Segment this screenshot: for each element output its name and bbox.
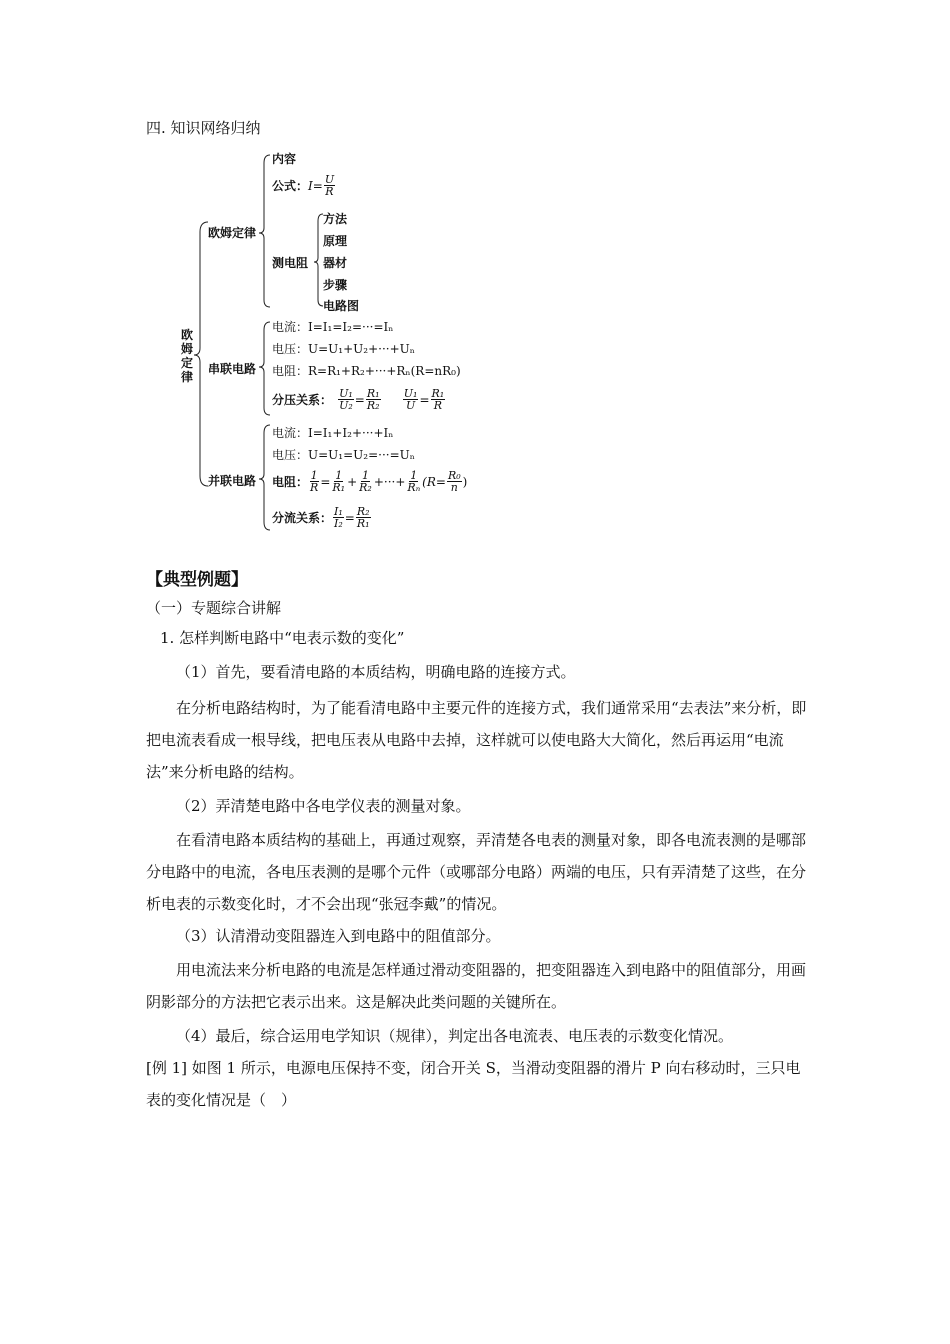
fraction	[431, 388, 446, 411]
fraction-numerator: R₁	[431, 387, 445, 400]
ohm-formula	[272, 174, 336, 197]
fraction-numerator: 1	[310, 469, 318, 482]
fraction-denominator: I₂	[334, 517, 343, 530]
series-divider	[272, 388, 446, 411]
fraction-denominator: R₁	[356, 517, 370, 530]
fraction	[358, 470, 373, 493]
ohm-branch-label: 欧姆定律	[208, 226, 257, 240]
series-voltage: 电压：U=U₁+U₂+···+Uₙ	[272, 342, 415, 356]
example-paragraph: [例 1] 如图 1 所示，电源电压保持不变，闭合开关 S，当滑动变阻器的滑片 P 向右移动时，三只电表的变化情况是（ ）	[146, 1059, 801, 1109]
ohm-formula-fraction	[324, 174, 335, 197]
section-title: 四. 知识网络归纳	[146, 119, 261, 137]
step-paragraph: （3）认清滑动变阻器连入到电路中的阻值部分。	[176, 927, 501, 945]
body-paragraph: 用电流法来分析电路的电流是怎样通过滑动变阻器的，把变阻器连入到电路中的阻值部分，用画阴影部分的方法把它表示出来。这是解决此类问题的关键所在。	[146, 961, 807, 1011]
measure-item: 电路图	[323, 299, 360, 313]
subsection-title: （一）专题综合讲解	[146, 599, 282, 617]
fraction-denominator: n	[450, 481, 458, 494]
series-branch-label: 串联电路	[208, 362, 257, 376]
parallel-shunt-label: 分流关系：	[272, 511, 333, 525]
body-paragraph: 在看清电路本质结构的基础上，再通过观察，弄清楚各电表的测量对象，即各电流表测的是哪部分电路中的电流，各电压表测的是哪个元件（或哪部分电路）两端的电压，只有弄清楚了这些，在分析电表的示数变化时，才不会出现“张冠李戴”的情况。	[146, 831, 807, 913]
series-resistance: 电阻：R=R₁+R₂+···+Rₙ(R=nR₀)	[272, 364, 461, 378]
ohm-formula-label: 公式：	[272, 179, 309, 193]
fraction	[366, 388, 381, 411]
plus-sign: +	[347, 475, 358, 489]
fraction	[406, 470, 421, 493]
parallel-branch-label: 并联电路	[208, 474, 257, 488]
step-paragraph: （1）首先，要看清电路的本质结构，明确电路的连接方式。	[176, 663, 576, 681]
parallel-resistance-label: 电阻：	[272, 475, 309, 489]
fraction	[338, 388, 354, 411]
paren-close: )	[462, 475, 468, 489]
series-divider-label: 分压关系：	[272, 393, 333, 407]
fraction	[356, 506, 371, 529]
section-heading: 【典型例题】	[146, 570, 248, 590]
step-paragraph: （4）最后，综合运用电学知识（规律），判定出各电流表、电压表的示数变化情况。	[176, 1027, 734, 1045]
ohm-formula-lhs: I=	[308, 179, 323, 193]
topic-title: 1. 怎样判断电路中“电表示数的变化”	[160, 629, 405, 647]
fraction	[447, 470, 462, 493]
fraction-denominator: U	[405, 399, 416, 412]
tree-root-label: 欧姆定律	[181, 328, 194, 384]
fraction-numerator: I₁	[334, 505, 343, 518]
fraction-denominator: Rₙ	[407, 481, 421, 494]
fraction-denominator: R₁	[332, 481, 346, 494]
measure-item: 步骤	[323, 278, 348, 292]
measure-item: 器材	[323, 256, 348, 270]
fraction	[331, 470, 346, 493]
equals-sign: =	[354, 393, 365, 407]
paren-open: (R=	[422, 475, 446, 489]
parallel-current: 电流：I=I₁+I₂+···+Iₙ	[272, 426, 394, 440]
fraction-numerator: R₀	[447, 469, 461, 482]
ellipsis-sign: +···+	[373, 475, 406, 489]
fraction-denominator: R	[433, 399, 442, 412]
fraction-numerator: 1	[335, 469, 343, 482]
parallel-resistance	[272, 470, 467, 493]
fraction-numerator: 1	[361, 469, 369, 482]
measure-item: 方法	[323, 212, 348, 226]
tree-braces	[0, 0, 950, 560]
fraction-denominator: R₂	[359, 481, 372, 494]
fraction	[309, 470, 319, 493]
fraction-numerator: 1	[410, 469, 418, 482]
measure-resistance-label: 测电阻	[272, 256, 309, 270]
fraction-denominator: R	[310, 481, 319, 494]
parallel-shunt	[272, 506, 372, 529]
fraction	[403, 388, 419, 411]
equals-sign: =	[344, 511, 355, 525]
fraction-numerator: R₁	[366, 387, 380, 400]
fraction	[333, 506, 344, 529]
equals-sign: =	[320, 475, 331, 489]
measure-item: 原理	[323, 234, 348, 248]
knowledge-tree	[0, 0, 950, 560]
step-paragraph: （2）弄清楚电路中各电学仪表的测量对象。	[176, 797, 471, 815]
fraction-numerator: U	[324, 173, 335, 186]
fraction-numerator: U₁	[403, 387, 418, 400]
ohm-content: 内容	[272, 152, 297, 166]
fraction-denominator: R	[325, 185, 334, 198]
parallel-voltage: 电压：U=U₁=U₂=···=Uₙ	[272, 448, 415, 462]
fraction-denominator: U₂	[339, 399, 353, 412]
body-paragraph: 在分析电路结构时，为了能看清电路中主要元件的连接方式，我们通常采用“去表法”来分析，即把电流表看成一根导线，把电压表从电路中去掉，这样就可以使电路大大简化，然后再运用“电流法”来分析电路的结构。	[146, 699, 807, 781]
fraction-denominator: R₂	[366, 399, 380, 412]
fraction-numerator: U₁	[339, 387, 353, 400]
series-current: 电流：I=I₁=I₂=···=Iₙ	[272, 320, 394, 334]
fraction-numerator: R₂	[356, 505, 370, 518]
equals-sign: =	[419, 393, 430, 407]
